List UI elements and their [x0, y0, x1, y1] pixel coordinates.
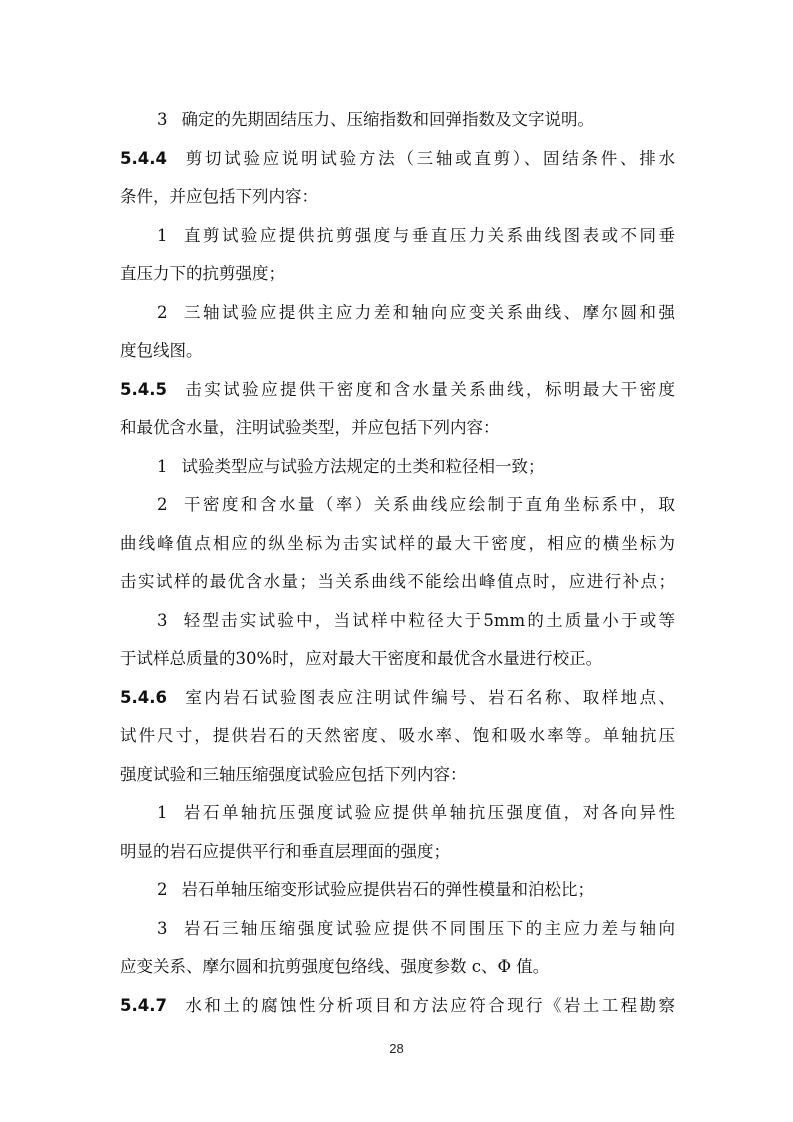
- item-number: 2: [157, 880, 168, 899]
- text-line: [120, 681, 675, 720]
- text-line: [120, 527, 675, 566]
- text-line: [120, 219, 675, 258]
- item-number: 3: [157, 610, 168, 630]
- clause-number: 5.4.6: [120, 687, 167, 707]
- line-text: 剪切试验应说明试验方法（三轴或直剪）、固结条件、排水: [182, 148, 675, 168]
- text-line: [120, 180, 675, 219]
- item-number: 1: [157, 225, 168, 245]
- text-line: [120, 488, 675, 527]
- line-text: 度包线图。: [120, 341, 203, 360]
- line-text: 水和土的腐蚀性分析项目和方法应符合现行《岩土工程勘察: [182, 995, 675, 1015]
- line-text: 击实试验应提供干密度和含水量关系曲线，标明最大干密度: [182, 379, 675, 399]
- line-text: 明显的岩石应提供平行和垂直层理面的强度；: [120, 841, 450, 861]
- line-text: 试验类型应与试验方法规定的土类和粒径相一致；: [181, 456, 545, 476]
- text-line: [120, 835, 675, 874]
- text-line: [120, 334, 675, 373]
- text-line: [120, 142, 675, 181]
- text-line: [120, 719, 675, 758]
- item-number: 2: [157, 495, 168, 514]
- text-line: [120, 989, 675, 1028]
- line-text: 和最优含水量，注明试验类型，并应包括下列内容：: [120, 418, 500, 437]
- item-number: 3: [157, 918, 168, 938]
- line-text: 岩石单轴压缩变形试验应提供岩石的弹性模量和泊松比；: [181, 880, 594, 899]
- line-text: 岩石单轴抗压强度试验应提供单轴抗压强度值，对各向异性: [181, 803, 675, 822]
- line-text: 室内岩石试验图表应注明试件编号、岩石名称、取样地点、: [182, 687, 675, 707]
- item-number: 1: [157, 456, 168, 476]
- clause-number: 5.4.5: [120, 379, 167, 399]
- clause-number: 5.4.7: [120, 995, 167, 1015]
- line-text: 条件，并应包括下列内容：: [120, 187, 318, 206]
- line-text: 应变关系、摩尔圆和抗剪强度包络线、强度参数 c、Φ 值。: [120, 957, 550, 976]
- document-body: [120, 103, 675, 1027]
- line-text: 干密度和含水量（率）关系曲线应绘制于直角坐标系中，取: [181, 495, 675, 514]
- text-line: [120, 642, 675, 681]
- line-text: 岩石三轴压缩强度试验应提供不同围压下的主应力差与轴向: [181, 918, 675, 938]
- line-text: 直剪试验应提供抗剪强度与垂直压力关系曲线图表或不同垂: [181, 225, 675, 245]
- clause-number: 5.4.4: [120, 148, 167, 168]
- line-text: 试件尺寸，提供岩石的天然密度、吸水率、饱和吸水率等。单轴抗压: [120, 726, 675, 745]
- text-line: [120, 257, 675, 296]
- text-line: [120, 604, 675, 643]
- text-line: [120, 296, 675, 335]
- text-line: [120, 103, 675, 142]
- text-line: [120, 912, 675, 951]
- text-line: [120, 411, 675, 450]
- text-line: [120, 873, 675, 912]
- line-text: 三轴试验应提供主应力差和轴向应变关系曲线、摩尔圆和强: [181, 302, 675, 322]
- text-line: [120, 796, 675, 835]
- text-line: [120, 758, 675, 797]
- line-text: 击实试样的最优含水量；当关系曲线不能绘出峰值点时，应进行补点；: [120, 572, 675, 591]
- item-number: 1: [157, 803, 168, 822]
- line-text: 轻型击实试验中，当试样中粒径大于5mm的土质量小于或等: [181, 610, 675, 630]
- page-number: 28: [389, 1041, 404, 1056]
- item-number: 3: [157, 110, 168, 129]
- text-line: [120, 373, 675, 412]
- line-text: 强度试验和三轴压缩强度试验应包括下列内容：: [120, 764, 467, 784]
- line-text: 于试样总质量的30%时，应对最大干密度和最优含水量进行校正。: [120, 649, 603, 668]
- line-text: 确定的先期固结压力、压缩指数和回弹指数及文字说明。: [181, 110, 594, 129]
- text-line: [120, 950, 675, 989]
- line-text: 直压力下的抗剪强度；: [120, 264, 285, 283]
- line-text: 曲线峰值点相应的纵坐标为击实试样的最大干密度，相应的横坐标为: [120, 533, 675, 553]
- text-line: [120, 450, 675, 489]
- text-line: [120, 565, 675, 604]
- item-number: 2: [157, 302, 168, 322]
